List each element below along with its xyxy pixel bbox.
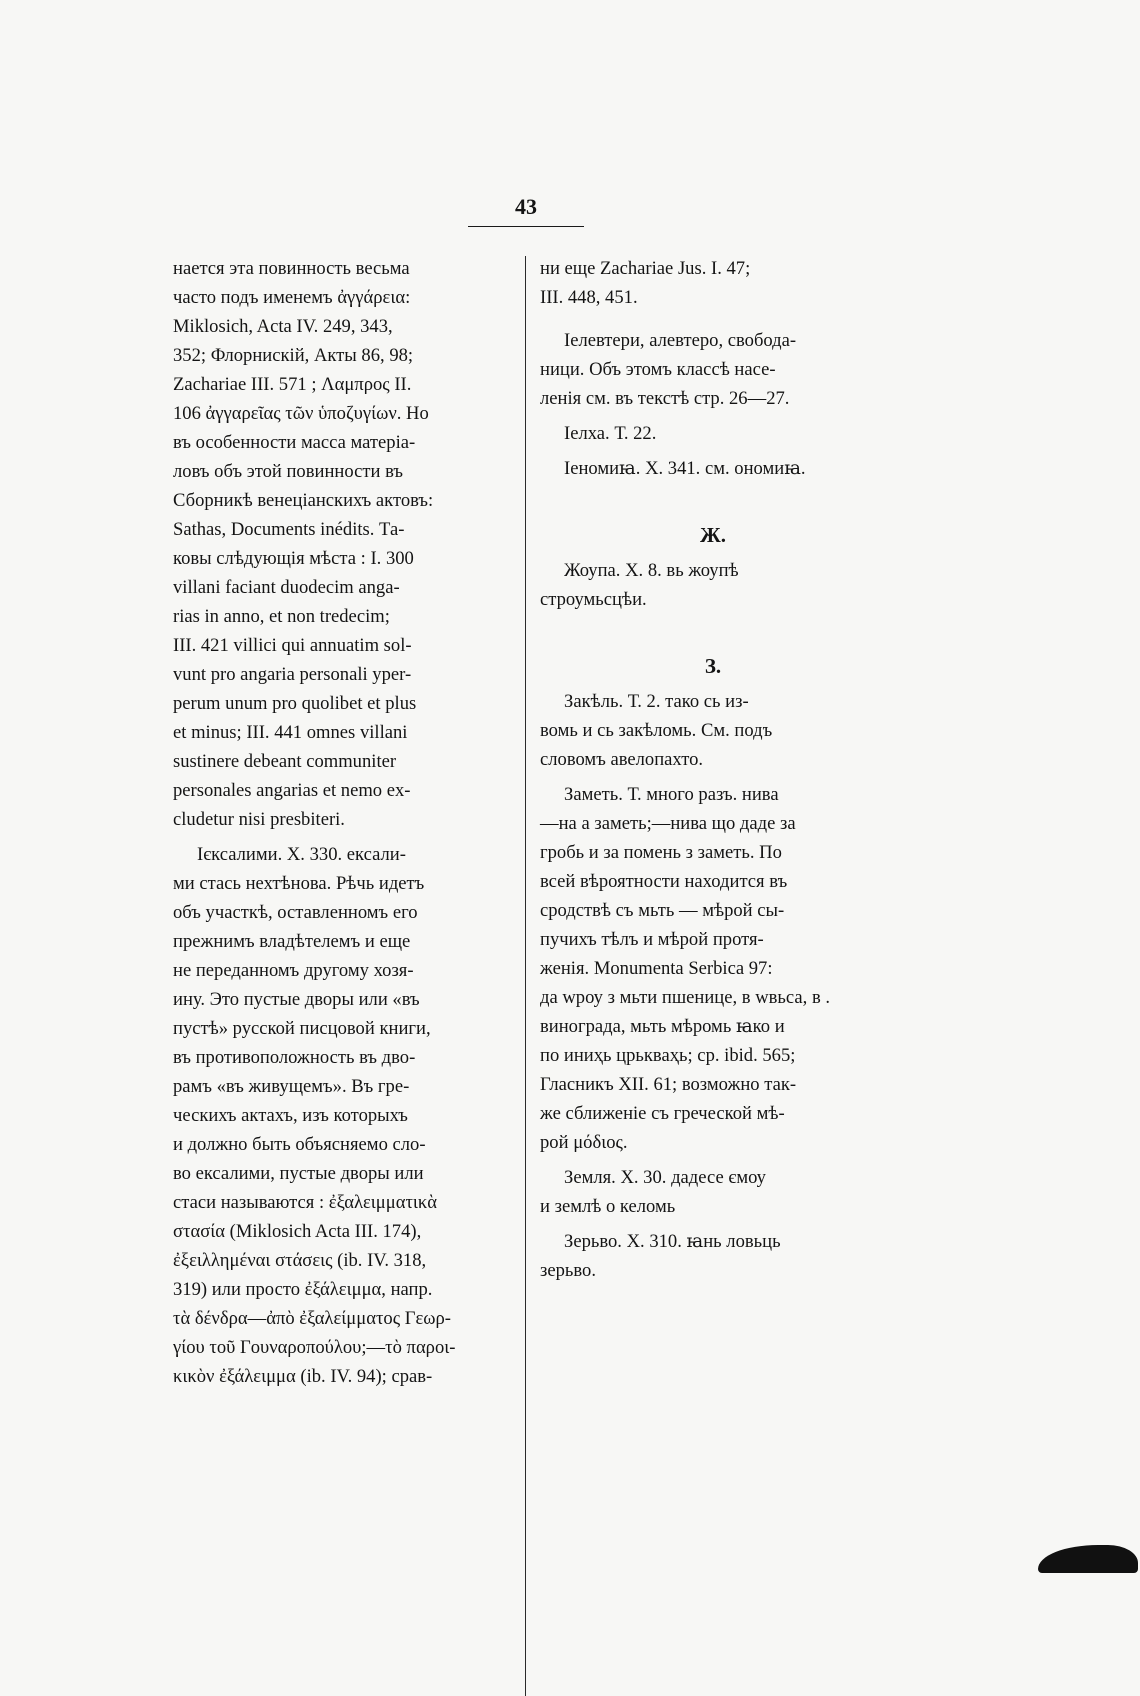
column-divider [525,256,526,1696]
page-number: 43 [515,194,537,219]
header-rule [468,226,584,227]
section-heading-zh: Ж. [699,523,726,547]
entry-zhoupa: Жоупа. X. 8. вь жоупѣ строумьсцѣи. [540,560,739,610]
entry-zerivo: Зерьво. X. 310. ꙗнь ловьць зерьво. [540,1231,781,1281]
entry-ieksalimi: Ієксалими. X. 330. ексали- ми стась нехтѣнова. Рѣчь идетъ объ участкѣ, оставленномъ его прежнимъ владѣтелемъ и еще не переданномъ другому хозя- ину. Это пустые дворы или «въ пустѣ» русской писцовой книги, въ противоположность въ дво- рамъ «въ живущемъ». Въ гре- ческихъ актахъ, изъ которыхъ и должно быть объясняемо сло- во ексалими, пустые дворы или стаси называются : ἐξαλειμματικὰ στασία (Miklosich Acta III. 174), ἐξειλλημέναι στάσεις (ib. IV. 318, 319) или просто ἐξάλειμμα, напр. τὰ δένδρα—ἀπὸ ἐξαλείμματος Γεωρ- γίου τοῦ Γουναροπούλου;—τὸ παροι- κικὸν ἐξάλειμμα (ib. IV. 94); срав- [173,844,456,1387]
entry-zakel: Закѣль. Т. 2. тако сь из- вомь и сь закѣломь. См. подъ словомъ авелопахто. [540,691,773,770]
left-column [173,254,515,1391]
section-heading-z: З. [704,654,722,678]
entry-zamet: Заметь. Т. много разъ. нива —на а заметь;—нива що даде за гробь и за помень з заметь. По всей вѣроятности находится въ сродствѣ съ мьть — мѣрой сы- пучихъ тѣлъ и мѣрой протя- женія. Monumenta Serbica 97: да wроу з мьти пшенице, в wвьса, в . винограда, мьть мѣромь ꙗко и по иниҳь црькваҳь; ср. ibid. 565; Гласникъ XII. 61; возможно так- же сближеніе съ греческой мѣ- рой μόδιος. [540,784,831,1153]
entry-zemlja: Земля. X. 30. дадесе ємоу и землѣ о келомь [540,1167,766,1217]
right-column [540,254,886,1285]
entry-ielha: Іелха. Т. 22. [564,423,657,444]
continuation-text: ни еще Zachariae Jus. I. 47; III. 448, 451. [540,258,751,308]
ink-blot-mark [1038,1545,1138,1573]
entry-ielevteri: Іелевтери, алевтеро, свобода- ници. Объ этомъ классѣ насе- ленія см. въ текстѣ стр. 26—27. [540,330,797,409]
paragraph-angaria: нается эта повинность весьма часто подъ именемъ ἀγγάρεια: Miklosich, Acta IV. 249, 343, 352; Флорнискій, Акты 86, 98; Zachariae III. 571 ; Λαμπρος II. 106 ἀγγαρεῖας τῶν ὑποζυγίων. Но въ особенности масса матеріа- ловъ объ этой повинности въ Сборникѣ венеціанскихъ актовъ: Sathas, Documents inédits. Та- ковы слѣдующія мѣста : I. 300 villani faciant duodecim anga- rias in anno, et non tredecim; III. 421 villici qui annuatim sol- vunt pro angaria personali yper- perum unum pro quolibet et plus et minus; III. 441 omnes villani sustinere debeant communiter personales angarias et nemo ex- cludetur nisi presbiteri. [173,258,434,830]
entry-ienomija: Іеномиꙗ. X. 341. см. ономиꙗ. [564,458,806,479]
